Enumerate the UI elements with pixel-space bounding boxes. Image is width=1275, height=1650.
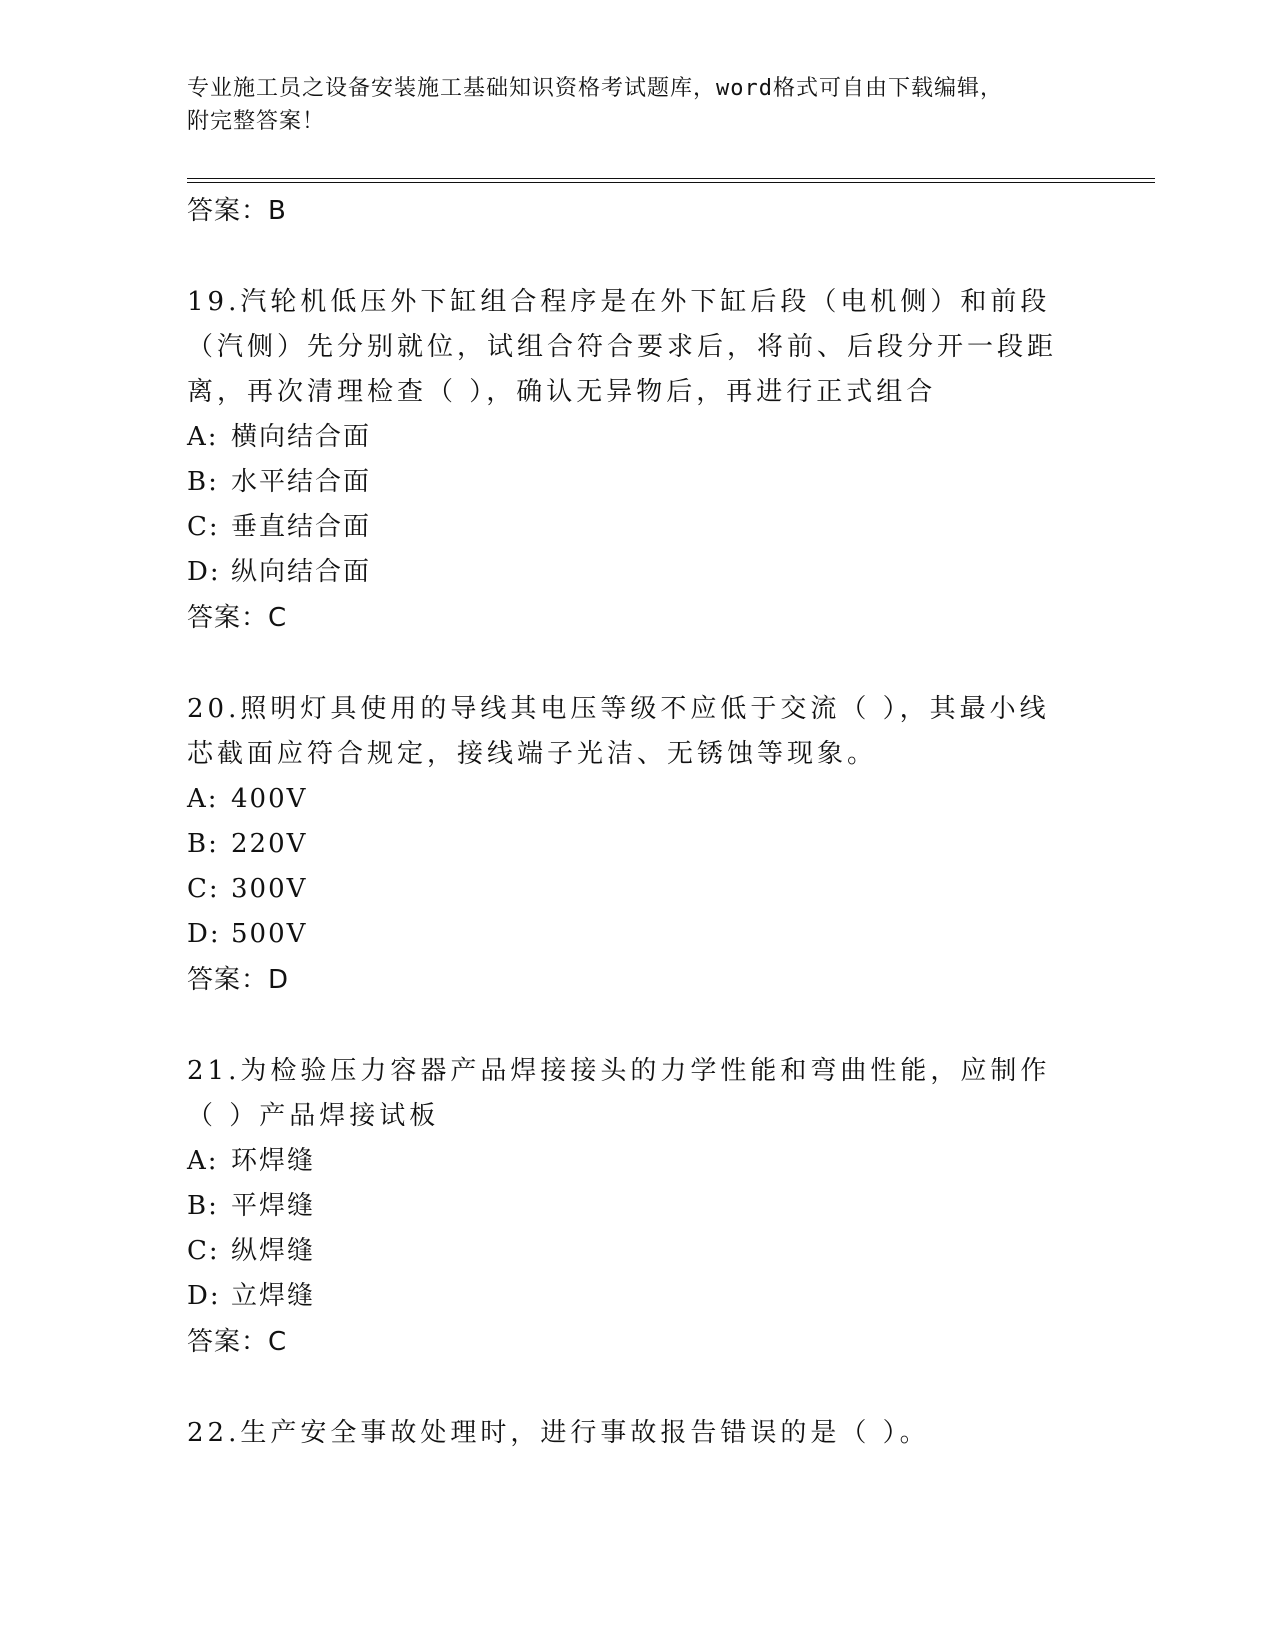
question-stem: 19.汽轮机低压外下缸组合程序是在外下缸后段（电机侧）和前段（汽侧）先分别就位，试组合符合要求后，将前、后段分开一段距离，再次清理检查（ ），确认无异物后，再进行正式组合 <box>187 287 1058 407</box>
option-text: 220V <box>231 829 308 859</box>
answer-line: 答案：C <box>187 1327 288 1357</box>
option-text: 300V <box>231 874 308 904</box>
question-stem: 22.生产安全事故处理时，进行事故报告错误的是（ ）。 <box>187 1418 930 1448</box>
option-d <box>187 912 1087 957</box>
question-19 <box>187 280 1087 641</box>
option-c <box>187 1229 1087 1274</box>
option-text: 立焊缝 <box>231 1281 316 1311</box>
option-b <box>187 460 1087 505</box>
header-line-2: 附完整答案！ <box>187 109 326 134</box>
option-text: 横向结合面 <box>231 422 372 452</box>
option-c <box>187 867 1087 912</box>
question-stem: 20.照明灯具使用的导线其电压等级不应低于交流（ ），其最小线芯截面应符合规定，接线端子光洁、无锈蚀等现象。 <box>187 694 1050 769</box>
option-letter: B: <box>187 1191 219 1221</box>
option-c <box>187 505 1087 550</box>
question-stem: 21.为检验压力容器产品焊接接头的力学性能和弯曲性能，应制作（ ）产品焊接试板 <box>187 1056 1051 1131</box>
option-text: 400V <box>231 784 308 814</box>
option-b <box>187 1184 1087 1229</box>
option-text: 纵向结合面 <box>231 557 372 587</box>
option-letter: C: <box>187 512 220 542</box>
question-20 <box>187 687 1087 1003</box>
option-letter: C: <box>187 1236 220 1266</box>
option-b <box>187 822 1087 867</box>
option-text: 垂直结合面 <box>231 512 372 542</box>
question-list <box>187 188 1087 1456</box>
option-letter: D: <box>187 557 221 587</box>
answer-line: 答案：D <box>187 965 290 995</box>
previous-answer: 答案：B <box>187 196 287 226</box>
option-a <box>187 777 1087 822</box>
option-text: 水平结合面 <box>231 467 372 497</box>
question-22 <box>187 1411 1087 1456</box>
option-letter: A: <box>187 784 219 814</box>
question-21 <box>187 1049 1087 1365</box>
option-a <box>187 415 1087 460</box>
option-a <box>187 1139 1087 1184</box>
header-line-1: 专业施工员之设备安装施工基础知识资格考试题库，word格式可自由下载编辑， <box>187 76 1003 101</box>
option-text: 纵焊缝 <box>231 1236 316 1266</box>
option-text: 500V <box>231 919 308 949</box>
option-letter: D: <box>187 1281 221 1311</box>
option-letter: A: <box>187 1146 219 1176</box>
option-letter: D: <box>187 919 221 949</box>
answer-line: 答案：C <box>187 603 288 633</box>
option-letter: B: <box>187 467 219 497</box>
option-letter: B: <box>187 829 219 859</box>
page-header <box>187 72 1087 138</box>
option-d <box>187 550 1087 595</box>
header-divider <box>187 178 1155 183</box>
option-text: 平焊缝 <box>231 1191 316 1221</box>
option-d <box>187 1274 1087 1319</box>
option-text: 环焊缝 <box>231 1146 316 1176</box>
option-letter: C: <box>187 874 220 904</box>
option-letter: A: <box>187 422 219 452</box>
